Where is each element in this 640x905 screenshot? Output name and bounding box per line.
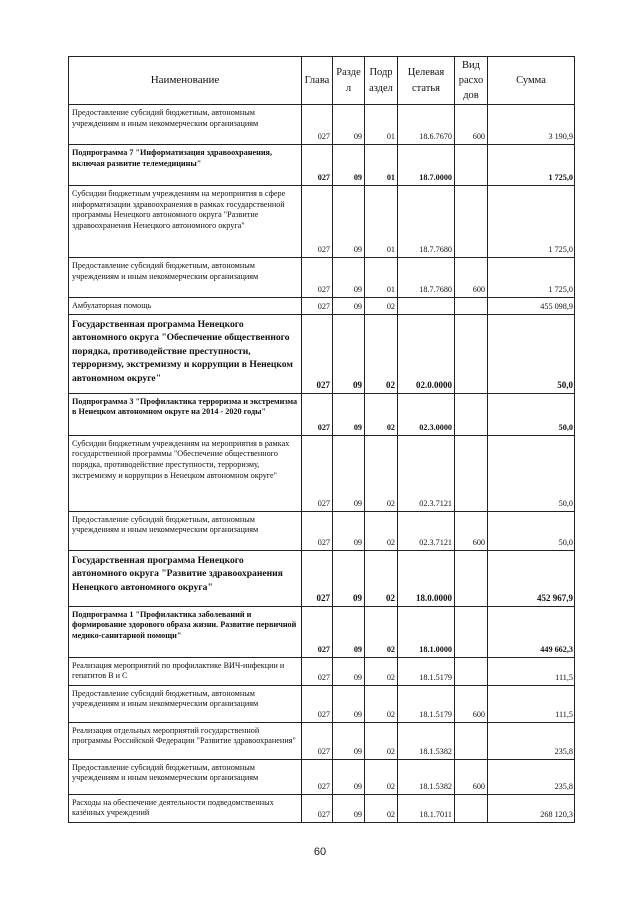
header-section: Разде л	[333, 57, 365, 105]
cell-subsection: 01	[365, 145, 398, 186]
cell-kind: 600	[455, 105, 488, 145]
cell-name: Предоставление субсидий бюджетным, автономным учреждениям и иным некоммерческим организациям	[69, 511, 302, 550]
cell-sum: 268 120,3	[488, 794, 575, 822]
cell-name: Реализация отдельных мероприятий государственной программы Российской Федерации "Развитие здравоохранения"	[69, 722, 302, 759]
cell-chapter: 027	[302, 186, 333, 258]
cell-chapter: 027	[302, 105, 333, 145]
cell-sum: 50,0	[488, 314, 575, 393]
table-row	[69, 606, 575, 657]
cell-chapter: 027	[302, 511, 333, 550]
cell-chapter: 027	[302, 685, 333, 722]
cell-target	[398, 298, 455, 315]
cell-section: 09	[333, 685, 365, 722]
cell-subsection: 02	[365, 435, 398, 511]
cell-kind: 600	[455, 511, 488, 550]
cell-chapter: 027	[302, 759, 333, 794]
cell-kind	[455, 794, 488, 822]
table-body	[69, 105, 575, 823]
cell-section: 09	[333, 298, 365, 315]
header-subsection: Подр аздел	[365, 57, 398, 105]
cell-chapter: 027	[302, 606, 333, 657]
cell-sum: 3 190,9	[488, 105, 575, 145]
cell-sum: 235,8	[488, 722, 575, 759]
cell-kind	[455, 145, 488, 186]
cell-name: Подпрограмма 7 "Информатизация здравоохранения, включая развитие телемедицины"	[69, 145, 302, 186]
cell-subsection: 01	[365, 258, 398, 298]
cell-name: Предоставление субсидий бюджетным, автономным учреждениям и иным некоммерческим организациям	[69, 685, 302, 722]
cell-target: 18.1.5382	[398, 722, 455, 759]
cell-subsection: 02	[365, 298, 398, 315]
cell-sum: 50,0	[488, 511, 575, 550]
table-row	[69, 794, 575, 822]
cell-kind	[455, 550, 488, 606]
table-header-row	[69, 57, 575, 105]
cell-kind: 600	[455, 258, 488, 298]
cell-subsection: 02	[365, 550, 398, 606]
cell-section: 09	[333, 314, 365, 393]
cell-sum: 111,5	[488, 685, 575, 722]
cell-section: 09	[333, 657, 365, 685]
cell-kind: 600	[455, 685, 488, 722]
cell-section: 09	[333, 759, 365, 794]
cell-chapter: 027	[302, 314, 333, 393]
cell-name: Расходы на обеспечение деятельности подведомственных казённых учреждений	[69, 794, 302, 822]
cell-name: Государственная программа Ненецкого автономного округа "Обеспечение общественного порядка, противодействие преступности, терроризму, экстремизму и коррупции в Ненецком автономном округе"	[69, 314, 302, 393]
cell-section: 09	[333, 145, 365, 186]
cell-kind	[455, 393, 488, 435]
cell-subsection: 02	[365, 511, 398, 550]
cell-chapter: 027	[302, 258, 333, 298]
table-row	[69, 314, 575, 393]
cell-target: 18.1.5179	[398, 657, 455, 685]
cell-section: 09	[333, 393, 365, 435]
cell-chapter: 027	[302, 722, 333, 759]
cell-target: 18.1.5179	[398, 685, 455, 722]
cell-sum: 1 725,0	[488, 258, 575, 298]
cell-target: 18.1.7011	[398, 794, 455, 822]
cell-target: 18.6.7670	[398, 105, 455, 145]
table-row	[69, 298, 575, 315]
table-row	[69, 759, 575, 794]
cell-target: 02.0.0000	[398, 314, 455, 393]
cell-kind: 600	[455, 759, 488, 794]
table-row	[69, 722, 575, 759]
cell-name: Предоставление субсидий бюджетным, автономным учреждениям и иным некоммерческим организациям	[69, 258, 302, 298]
cell-name: Субсидии бюджетным учреждениям на мероприятия в рамках государственной программы "Обеспечение общественного порядка, противодействие преступности, терроризму, экстремизму и коррупции в Ненецком автономном округе"	[69, 435, 302, 511]
cell-subsection: 02	[365, 685, 398, 722]
cell-sum: 50,0	[488, 393, 575, 435]
page-number: 60	[313, 846, 327, 858]
table-row	[69, 657, 575, 685]
table-row	[69, 435, 575, 511]
cell-subsection: 02	[365, 314, 398, 393]
table-row	[69, 685, 575, 722]
cell-chapter: 027	[302, 393, 333, 435]
cell-name: Амбулаторная помощь	[69, 298, 302, 315]
cell-kind	[455, 722, 488, 759]
cell-sum: 50,0	[488, 435, 575, 511]
cell-name: Реализация мероприятий по профилактике ВИЧ-инфекции и гепатитов В и С	[69, 657, 302, 685]
header-kind: Вид расхо дов	[455, 57, 488, 105]
cell-target: 18.7.0000	[398, 145, 455, 186]
cell-subsection: 01	[365, 186, 398, 258]
cell-target: 18.7.7680	[398, 186, 455, 258]
cell-kind	[455, 314, 488, 393]
cell-section: 09	[333, 794, 365, 822]
cell-chapter: 027	[302, 145, 333, 186]
cell-chapter: 027	[302, 657, 333, 685]
cell-subsection: 02	[365, 759, 398, 794]
cell-sum: 1 725,0	[488, 186, 575, 258]
cell-sum: 449 662,3	[488, 606, 575, 657]
table-row	[69, 145, 575, 186]
cell-section: 09	[333, 722, 365, 759]
cell-section: 09	[333, 105, 365, 145]
cell-target: 02.3.0000	[398, 393, 455, 435]
cell-target: 02.3.7121	[398, 511, 455, 550]
cell-subsection: 02	[365, 722, 398, 759]
header-target: Целевая статья	[398, 57, 455, 105]
cell-sum: 1 725,0	[488, 145, 575, 186]
cell-section: 09	[333, 550, 365, 606]
cell-section: 09	[333, 258, 365, 298]
cell-section: 09	[333, 511, 365, 550]
cell-chapter: 027	[302, 794, 333, 822]
cell-subsection: 02	[365, 794, 398, 822]
cell-target: 18.1.0000	[398, 606, 455, 657]
cell-target: 18.0.0000	[398, 550, 455, 606]
cell-kind	[455, 186, 488, 258]
cell-chapter: 027	[302, 298, 333, 315]
cell-target: 02.3.7121	[398, 435, 455, 511]
cell-sum: 235,8	[488, 759, 575, 794]
budget-table	[68, 56, 575, 823]
table-row	[69, 550, 575, 606]
cell-subsection: 02	[365, 606, 398, 657]
cell-kind	[455, 298, 488, 315]
cell-name: Предоставление субсидий бюджетным, автономным учреждениям и иным некоммерческим организациям	[69, 759, 302, 794]
header-sum: Сумма	[488, 57, 575, 105]
table-row	[69, 105, 575, 145]
cell-sum: 455 098,9	[488, 298, 575, 315]
table-row	[69, 511, 575, 550]
cell-target: 18.7.7680	[398, 258, 455, 298]
cell-subsection: 02	[365, 657, 398, 685]
table-row	[69, 393, 575, 435]
cell-subsection: 02	[365, 393, 398, 435]
cell-kind	[455, 435, 488, 511]
cell-name: Предоставление субсидий бюджетным, автономным учреждениям и иным некоммерческим организациям	[69, 105, 302, 145]
cell-subsection: 01	[365, 105, 398, 145]
table-row	[69, 258, 575, 298]
header-chapter: Глава	[302, 57, 333, 105]
cell-kind	[455, 606, 488, 657]
table-row	[69, 186, 575, 258]
header-name: Наименование	[69, 57, 302, 105]
cell-name: Государственная программа Ненецкого автономного округа "Развитие здравоохранения Ненецкого автономного округа"	[69, 550, 302, 606]
cell-sum: 452 967,9	[488, 550, 575, 606]
cell-sum: 111,5	[488, 657, 575, 685]
cell-chapter: 027	[302, 435, 333, 511]
cell-name: Подпрограмма 1 "Профилактика заболеваний и формирование здорового образа жизни. Развитие первичной медико-санитарной помощи"	[69, 606, 302, 657]
cell-name: Подпрограмма 3 "Профилактика терроризма и экстремизма в Ненецком автономном округе на 2014 - 2020 годы"	[69, 393, 302, 435]
cell-name: Субсидии бюджетным учреждениям на мероприятия в сфере информатизации здравоохранения в рамках государственной программы Ненецкого автономного округа "Развитие здравоохранения Ненецкого автономного округа"	[69, 186, 302, 258]
cell-section: 09	[333, 186, 365, 258]
cell-section: 09	[333, 606, 365, 657]
cell-section: 09	[333, 435, 365, 511]
cell-kind	[455, 657, 488, 685]
cell-chapter: 027	[302, 550, 333, 606]
cell-target: 18.1.5382	[398, 759, 455, 794]
